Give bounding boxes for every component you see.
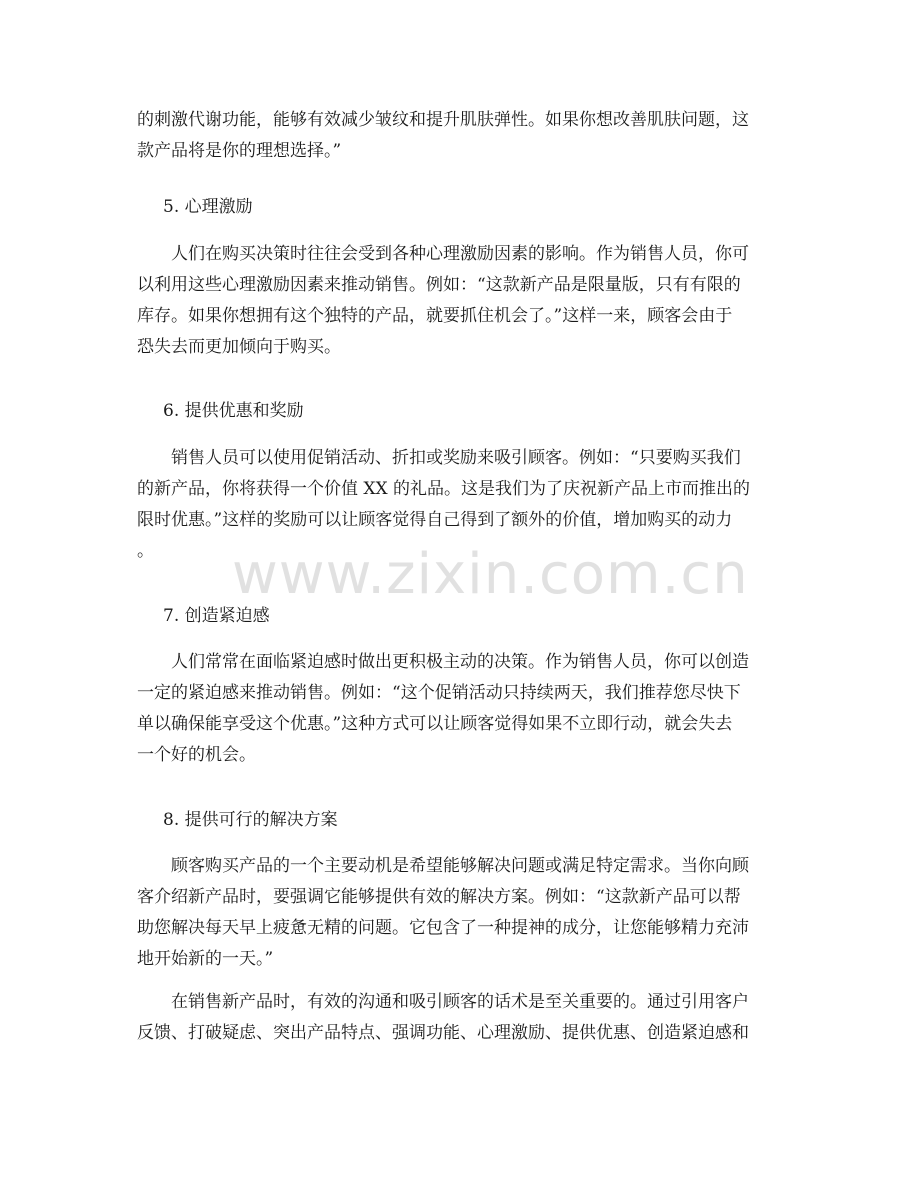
paragraph-line: 库存。如果你想拥有这个独特的产品，就要抓住机会了。”这样一来，顾客会由于: [137, 306, 733, 326]
paragraph-line: 人们常常在面临紧迫感时做出更积极主动的决策。作为销售人员，你可以创造: [137, 652, 749, 672]
paragraph-line: 地开始新的一天。”: [137, 949, 274, 969]
paragraph-line: 恐失去而更加倾向于购买。: [137, 337, 341, 357]
paragraph-line: 反馈、打破疑虑、突出产品特点、强调功能、心理激励、提供优惠、创造紧迫感和: [137, 1023, 749, 1043]
paragraph-line: 一定的紧迫感来推动销售。例如：“这个促销活动只持续两天，我们推荐您尽快下: [137, 683, 741, 703]
paragraph-line: 的刺激代谢功能，能够有效减少皱纹和提升肌肤弹性。如果你想改善肌肤问题，这: [137, 110, 749, 130]
paragraph-line: 在销售新产品时，有效的沟通和吸引顾客的话术是至关重要的。通过引用客户: [137, 992, 749, 1012]
section-paragraph-5: [137, 239, 787, 363]
paragraph-line: 助您解决每天早上疲惫无精的问题。它包含了一种提神的成分，让您能够精力充沛: [137, 918, 749, 938]
paragraph-line: 以利用这些心理激励因素来推动销售。例如：“这款新产品是限量版，只有有限的: [137, 275, 741, 295]
paragraph-line: 客介绍新产品时，要强调它能够提供有效的解决方案。例如：“这款新产品可以帮: [137, 887, 741, 907]
section-heading-8: 8. 提供可行的解决方案: [163, 810, 338, 830]
section-paragraph-7: [137, 647, 787, 771]
paragraph-line: 。: [137, 541, 154, 561]
paragraph-line: 销售人员可以使用促销活动、折扣或奖励来吸引顾客。例如：“只要购买我们: [137, 448, 741, 468]
paragraph-line: 人们在购买决策时往往会受到各种心理激励因素的影响。作为销售人员，你可: [137, 244, 749, 264]
paragraph-line: 的新产品，你将获得一个价值 XX 的礼品。这是我们为了庆祝新产品上市而推出的: [137, 479, 751, 499]
intro-paragraph: [137, 105, 787, 167]
section-heading-5: 5. 心理激励: [163, 197, 253, 217]
paragraph-line: 单以确保能享受这个优惠。”这种方式可以让顾客觉得如果不立即行动，就会失去: [137, 714, 733, 734]
section-heading-7: 7. 创造紧迫感: [163, 606, 270, 626]
section-heading-6: 6. 提供优惠和奖励: [163, 401, 304, 421]
closing-paragraph: [137, 987, 787, 1049]
section-paragraph-8: [137, 851, 787, 975]
paragraph-line: 顾客购买产品的一个主要动机是希望能够解决问题或满足特定需求。当你向顾: [137, 856, 749, 876]
paragraph-line: 款产品将是你的理想选择。”: [137, 141, 342, 161]
paragraph-line: 一个好的机会。: [137, 745, 256, 765]
site-watermark: www.zixin.com.cn: [232, 542, 749, 607]
paragraph-line: 限时优惠。”这样的奖励可以让顾客觉得自己得到了额外的价值，增加购买的动力: [137, 510, 733, 530]
